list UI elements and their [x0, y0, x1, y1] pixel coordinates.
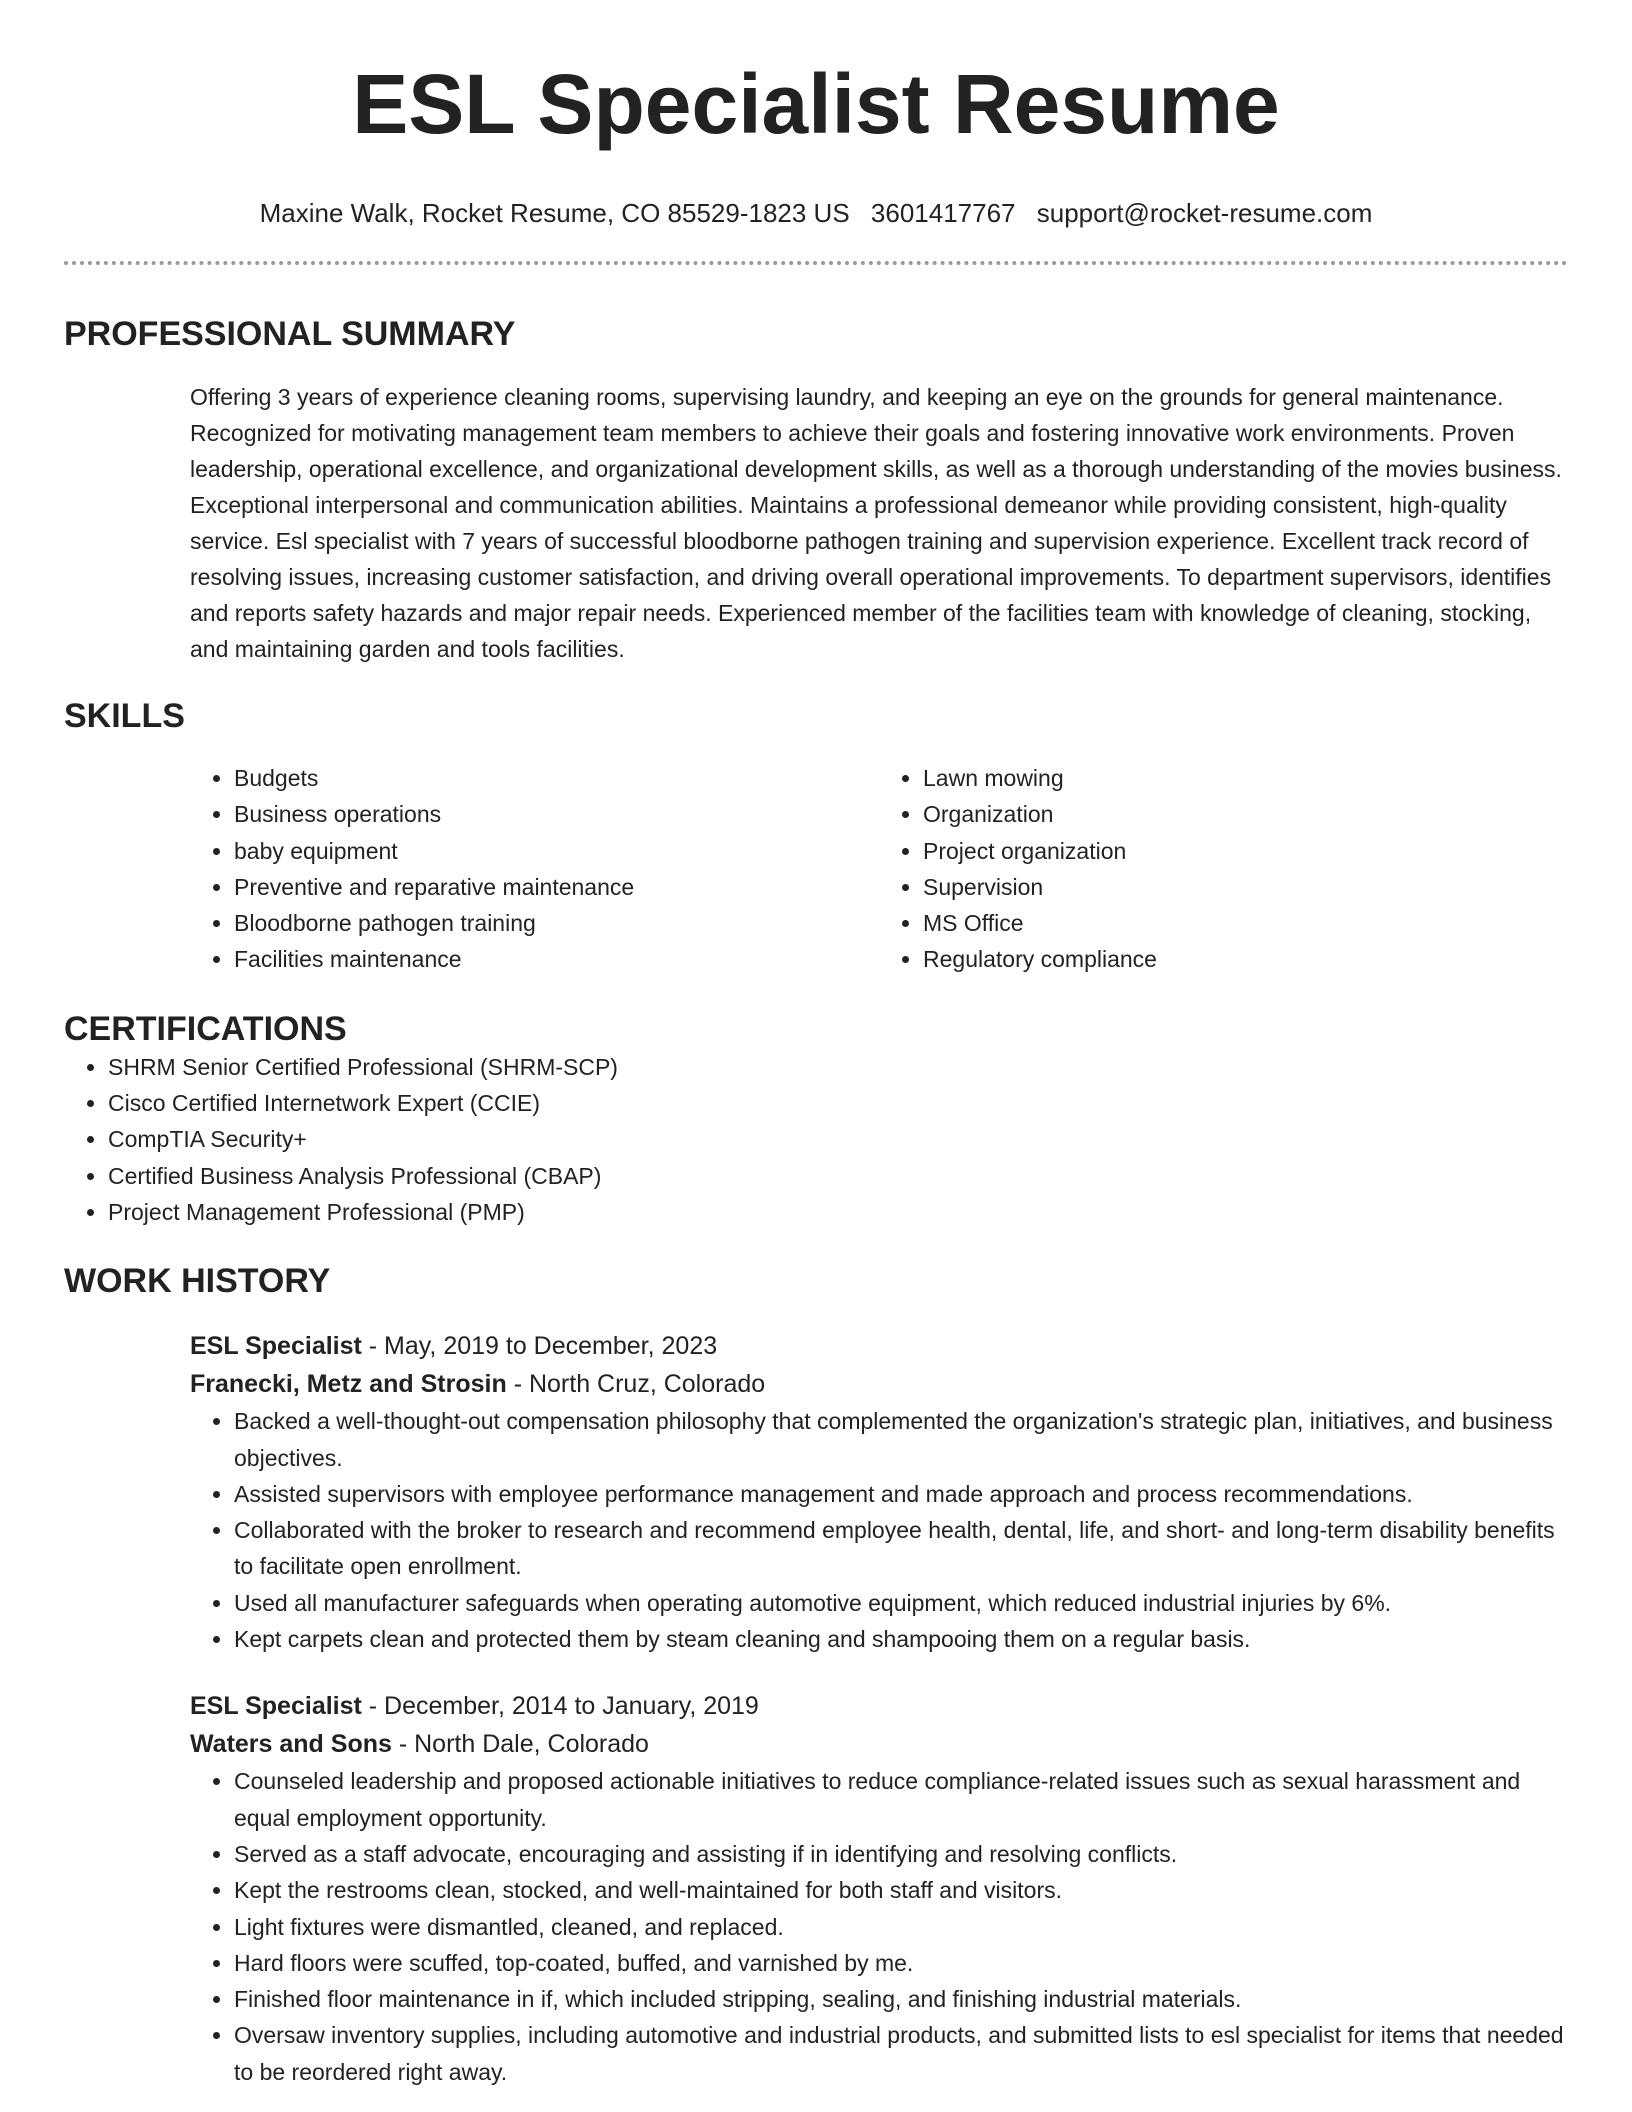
- job-bullet: • Used all manufacturer safeguards when operating automotive equipment, which reduced industrial injuries by 6%.: [234, 1585, 1568, 1621]
- job-title-line: [190, 1327, 1568, 1365]
- certification-item: • SHRM Senior Certified Professional (SHRM-SCP): [108, 1049, 1568, 1085]
- skill-item: • Bloodborne pathogen training: [234, 905, 879, 941]
- skill-item: • Organization: [923, 796, 1568, 832]
- skill-item: • Budgets: [234, 760, 879, 796]
- resume-title: ESL Specialist Resume: [352, 57, 1280, 151]
- skill-item: • baby equipment: [234, 833, 879, 869]
- skill-item: • MS Office: [923, 905, 1568, 941]
- skill-item: • Lawn mowing: [923, 760, 1568, 796]
- job-bullet: • Counseled leadership and proposed actionable initiatives to reduce compliance-related issues such as sexual harassment and equal employment opportunity.: [234, 1763, 1568, 1836]
- certifications-heading: CERTIFICATIONS: [64, 1009, 347, 1048]
- contact-email: support@rocket-resume.com: [1036, 198, 1373, 228]
- skill-item: • Preventive and reparative maintenance: [234, 869, 879, 905]
- job-title-line: [190, 1687, 1568, 1725]
- certification-item: • Project Management Professional (PMP): [108, 1194, 1568, 1230]
- job-dates: - December, 2014 to January, 2019: [361, 1692, 759, 1721]
- work-history-heading: WORK HISTORY: [64, 1262, 331, 1301]
- certifications-section: [64, 1009, 1568, 1230]
- summary-section: [64, 314, 1568, 667]
- job-company: Waters and Sons: [190, 1730, 392, 1759]
- job-bullet: • Oversaw inventory supplies, including automotive and industrial products, and submitted lists to esl specialist for items that needed to be reordered right away.: [234, 2017, 1568, 2090]
- certifications-list: [64, 1049, 1568, 1230]
- certification-item: • Certified Business Analysis Professional (CBAP): [108, 1158, 1568, 1194]
- job-location: - North Cruz, Colorado: [506, 1370, 766, 1399]
- job-bullets: [190, 1403, 1568, 1657]
- summary-text: Offering 3 years of experience cleaning rooms, supervising laundry, and keeping an eye on the grounds for general maintenance. Recognized for motivating management team members to achieve their goals and fostering innovative work environments. Proven leadership, operational excellence, and organizational development skills, as well as a thorough understanding of the movies business. Exceptional interpersonal and communication abilities. Maintains a professional demeanor while providing consistent, high-quality service. Esl specialist with 7 years of successful bloodborne pathogen training and supervision experience. Excellent track record of resolving issues, increasing customer satisfaction, and driving overall operational improvements. To department supervisors, identifies and reports safety hazards and major repair needs. Experienced member of the facilities team with knowledge of cleaning, stocking, and maintaining garden and tools facilities.: [190, 384, 1562, 662]
- job-bullet: • Kept carpets clean and protected them by steam cleaning and shampooing them on a regular basis.: [234, 1621, 1568, 1657]
- summary-heading: PROFESSIONAL SUMMARY: [64, 315, 516, 353]
- skills-heading: SKILLS: [64, 697, 185, 735]
- skill-item: • Facilities maintenance: [234, 941, 879, 977]
- contact-phone: 3601417767: [870, 198, 1016, 228]
- job-company: Franecki, Metz and Strosin: [190, 1370, 507, 1399]
- skill-item: • Business operations: [234, 796, 879, 832]
- header-divider: [64, 261, 1568, 265]
- job-company-line: [190, 1725, 1568, 1763]
- job-bullet: • Backed a well-thought-out compensation philosophy that complemented the organization's strategic plan, initiatives, and business objectives.: [234, 1403, 1568, 1476]
- skill-item: • Regulatory compliance: [923, 941, 1568, 977]
- work-history-section: [64, 1261, 1568, 2090]
- certification-item: • CompTIA Security+: [108, 1121, 1568, 1157]
- job-dates: - May, 2019 to December, 2023: [361, 1332, 718, 1361]
- contact-address: Maxine Walk, Rocket Resume, CO 85529-1823 US: [259, 198, 850, 228]
- job-bullet: • Light fixtures were dismantled, cleaned, and replaced.: [234, 1909, 1568, 1945]
- job-entry: [190, 1687, 1568, 2090]
- job-bullet: • Assisted supervisors with employee performance management and made approach and process recommendations.: [234, 1476, 1568, 1512]
- skills-list-left: [190, 760, 879, 978]
- contact-line: [64, 196, 1568, 230]
- skill-item: • Supervision: [923, 869, 1568, 905]
- skills-columns: [190, 760, 1568, 978]
- skill-item: • Project organization: [923, 833, 1568, 869]
- skills-list-right: [879, 760, 1568, 978]
- job-bullet: • Finished floor maintenance in if, which included stripping, sealing, and finishing industrial materials.: [234, 1981, 1568, 2017]
- job-location: - North Dale, Colorado: [391, 1730, 649, 1759]
- job-bullet: • Kept the restrooms clean, stocked, and well-maintained for both staff and visitors.: [234, 1872, 1568, 1908]
- skills-section: [64, 696, 1568, 978]
- job-bullet: • Hard floors were scuffed, top-coated, buffed, and varnished by me.: [234, 1945, 1568, 1981]
- job-bullet: • Collaborated with the broker to research and recommend employee health, dental, life, and short- and long-term disability benefits to facilitate open enrollment.: [234, 1512, 1568, 1585]
- job-title: ESL Specialist: [190, 1332, 362, 1361]
- job-bullet: • Served as a staff advocate, encouraging and assisting if in identifying and resolving conflicts.: [234, 1836, 1568, 1872]
- certification-item: • Cisco Certified Internetwork Expert (CCIE): [108, 1085, 1568, 1121]
- job-entry: [190, 1327, 1568, 1657]
- job-bullets: [190, 1763, 1568, 2090]
- job-title: ESL Specialist: [190, 1692, 362, 1721]
- job-company-line: [190, 1365, 1568, 1403]
